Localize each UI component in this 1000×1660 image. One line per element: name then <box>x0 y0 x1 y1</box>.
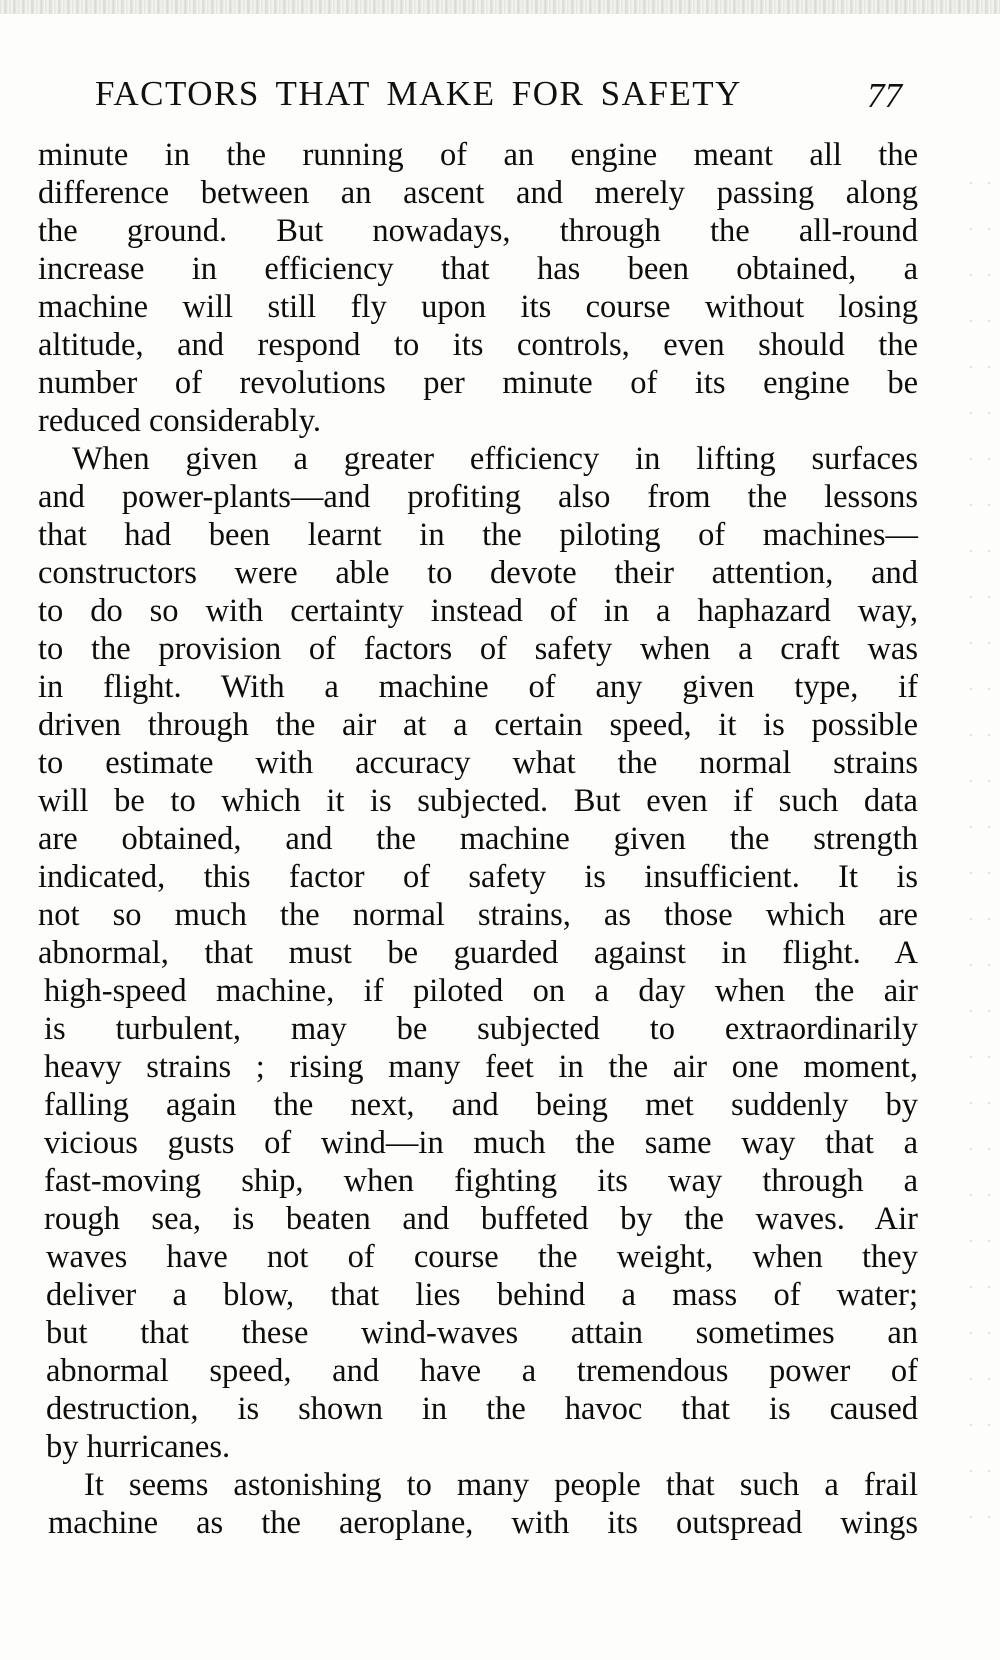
text-line: difference between an ascent and merely passing along <box>38 175 918 211</box>
text-line: machine as the aeroplane, with its outspread wings <box>48 1505 918 1541</box>
text-line: to estimate with accuracy what the normal strains <box>38 745 918 781</box>
text-line: rough sea, is beaten and buffeted by the waves. Air <box>44 1201 918 1237</box>
text-line: vicious gusts of wind—in much the same way that a <box>44 1125 918 1161</box>
text-line: to the provision of factors of safety when a craft was <box>38 631 918 667</box>
text-line: altitude, and respond to its controls, even should the <box>38 327 918 363</box>
text-line: that had been learnt in the piloting of machines— <box>38 517 918 553</box>
text-line: but that these wind-waves attain sometimes an <box>46 1315 918 1351</box>
page-header <box>95 72 935 122</box>
paragraph-start-line: When given a greater efficiency in lifting surfaces <box>72 441 918 477</box>
text-line: to do so with certainty instead of in a haphazard way, <box>38 593 918 629</box>
text-line: increase in efficiency that has been obtained, a <box>38 251 918 287</box>
text-line: the ground. But nowadays, through the all-round <box>38 213 918 249</box>
text-line: are obtained, and the machine given the strength <box>38 821 918 857</box>
text-line: constructors were able to devote their attention, and <box>38 555 918 591</box>
page-top-edge <box>0 0 1000 14</box>
running-title: FACTORS THAT MAKE FOR SAFETY <box>95 74 742 113</box>
text-line: in flight. With a machine of any given type, if <box>38 669 918 705</box>
text-line: falling again the next, and being met suddenly by <box>44 1087 918 1123</box>
text-line: fast-moving ship, when fighting its way through a <box>44 1163 918 1199</box>
text-line: deliver a blow, that lies behind a mass of water; <box>46 1277 918 1313</box>
text-line: abnormal, that must be guarded against in flight. A <box>38 935 918 971</box>
paragraph-start-line: It seems astonishing to many people that such a frail <box>84 1467 918 1503</box>
text-line: indicated, this factor of safety is insufficient. It is <box>38 859 918 895</box>
page-number: 77 <box>867 76 902 115</box>
text-line: is turbulent, may be subjected to extraordinarily <box>44 1011 918 1047</box>
text-line: and power-plants—and profiting also from the lessons <box>38 479 918 515</box>
text-line: heavy strains ; rising many feet in the air one moment, <box>44 1049 918 1085</box>
text-line: high-speed machine, if piloted on a day when the air <box>44 973 918 1009</box>
text-line: by hurricanes. <box>46 1429 231 1465</box>
text-line: minute in the running of an engine meant all the <box>38 137 918 173</box>
text-line: waves have not of course the weight, when they <box>46 1239 918 1275</box>
text-line: driven through the air at a certain speed, it is possible <box>38 707 918 743</box>
text-line: will be to which it is subjected. But even if such data <box>38 783 918 819</box>
text-line: not so much the normal strains, as those which are <box>38 897 918 933</box>
text-line: machine will still fly upon its course without losing <box>38 289 918 325</box>
text-line: abnormal speed, and have a tremendous power of <box>46 1353 918 1389</box>
body-text <box>38 136 918 1542</box>
text-line: reduced considerably. <box>38 403 322 439</box>
text-line: destruction, is shown in the havoc that is caused <box>46 1391 918 1427</box>
text-line: number of revolutions per minute of its engine be <box>38 365 918 401</box>
margin-speckle <box>962 160 992 1560</box>
